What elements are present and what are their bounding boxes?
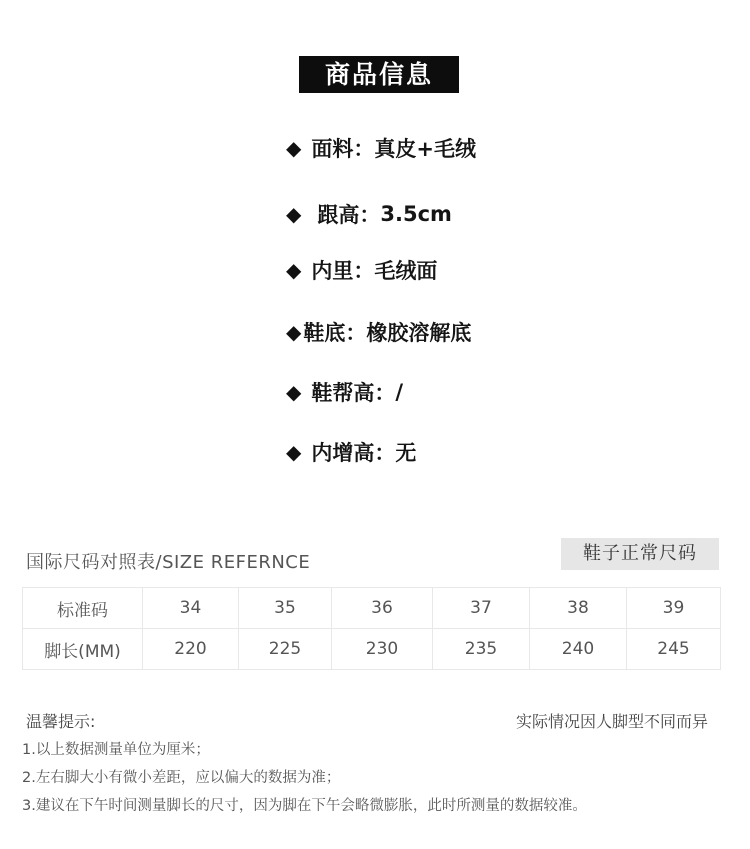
spec-item-inner-lift — [286, 437, 416, 467]
fit-badge: 鞋子正常尺码 — [561, 538, 719, 570]
table-cell: 37 — [433, 588, 530, 629]
size-table — [22, 587, 721, 670]
spec-label: 跟高： — [317, 203, 381, 227]
table-row — [23, 629, 721, 670]
spec-label: 内增高： — [311, 441, 396, 465]
spec-item-material — [286, 133, 476, 163]
spec-value: 橡胶溶解底 — [366, 321, 472, 345]
note-line: 2.左右脚大小有微小差距，应以偏大的数据为准； — [22, 770, 341, 786]
diamond-icon: ◆ — [286, 258, 302, 282]
table-cell: 220 — [143, 629, 239, 670]
spec-item-upper-height — [286, 377, 403, 407]
spec-value: 毛绒面 — [374, 259, 438, 283]
note-line: 1.以上数据测量单位为厘米； — [22, 742, 210, 758]
size-chart-heading: 国际尺码对照表/SIZE REFERNCE — [26, 552, 311, 573]
table-cell: 34 — [143, 588, 239, 629]
table-cell: 35 — [239, 588, 332, 629]
table-cell: 39 — [627, 588, 721, 629]
table-cell: 245 — [627, 629, 721, 670]
spec-item-sole — [286, 317, 471, 347]
note-line: 3.建议在下午时间测量脚长的尺寸，因为脚在下午会略微膨胀，此时所测量的数据较准。 — [22, 798, 587, 814]
diamond-icon: ◆ — [286, 380, 302, 404]
table-cell: 235 — [433, 629, 530, 670]
table-cell: 标准码 — [23, 588, 143, 629]
spec-value: / — [395, 380, 404, 404]
spec-label: 面料： — [311, 137, 375, 161]
section-title: 商品信息 — [299, 56, 459, 93]
spec-label: 鞋底： — [303, 321, 367, 345]
table-cell: 脚长(MM) — [23, 629, 143, 670]
table-cell: 225 — [239, 629, 332, 670]
notes-right-text: 实际情况因人脚型不同而异 — [515, 712, 708, 731]
notes-title: 温馨提示: — [26, 712, 96, 731]
spec-label: 鞋帮高： — [311, 381, 396, 405]
spec-item-heel-height — [286, 199, 452, 229]
diamond-icon: ◆ — [286, 202, 302, 226]
table-cell: 36 — [332, 588, 433, 629]
spec-value: 3.5cm — [380, 202, 452, 226]
table-cell: 240 — [530, 629, 627, 670]
table-row — [23, 588, 721, 629]
table-cell: 230 — [332, 629, 433, 670]
spec-item-lining — [286, 255, 437, 285]
spec-label: 内里： — [311, 259, 375, 283]
diamond-icon: ◆ — [286, 440, 302, 464]
table-cell: 38 — [530, 588, 627, 629]
diamond-icon: ◆ — [286, 136, 302, 160]
spec-value: 真皮+毛绒 — [374, 137, 476, 161]
diamond-icon: ◆ — [286, 320, 302, 344]
spec-value: 无 — [395, 441, 417, 465]
